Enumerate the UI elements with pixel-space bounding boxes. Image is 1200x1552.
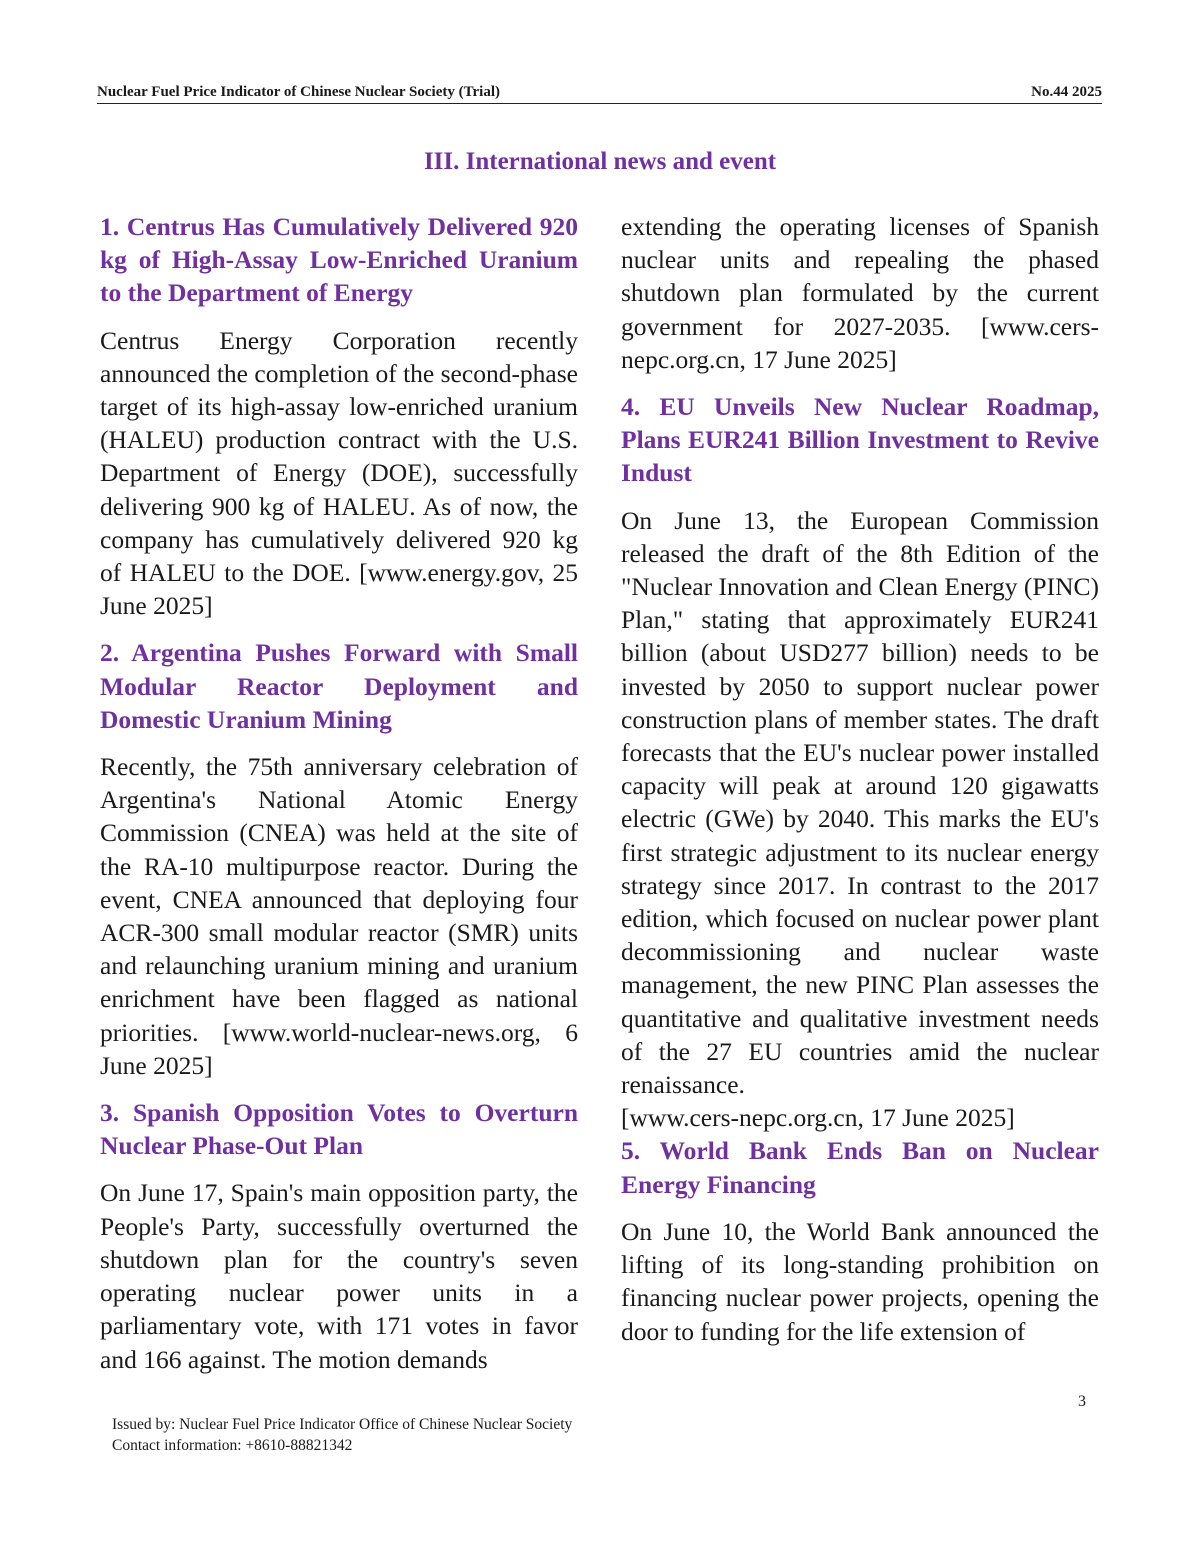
footer-issued-by: Issued by: Nuclear Fuel Price Indicator Office of Chinese Nuclear Society: [112, 1416, 573, 1433]
article-3-body: On June 17, Spain's main opposition party, the People's Party, successfully overturned the shutdown plan for the country's seven operating nuclear power units in a parliamentary vote, with 171 votes in favor and 166 against. The motion demands: [100, 1178, 578, 1374]
footer-contact: Contact information: +8610-88821342: [112, 1437, 353, 1454]
article-3-title: 3. Spanish Opposition Votes to Overturn Nuclear Phase-Out Plan: [100, 1098, 578, 1161]
article-3-body-continued: extending the operating licenses of Spanish nuclear units and repealing the phased shutdown plan formulated by the current government for 2027-2035. [www.cers-nepc.org.cn, 17 June 2025]: [621, 212, 1099, 374]
article-4-title: 4. EU Unveils New Nuclear Roadmap, Plans EUR241 Billion Investment to Revive Indust: [621, 392, 1099, 488]
header-title: Nuclear Fuel Price Indicator of Chinese Nuclear Society (Trial): [97, 84, 500, 100]
article-1-body: Centrus Energy Corporation recently announced the completion of the second-phase target of its high-assay low-enriched uranium (HALEU) production contract with the U.S. Department of Energy (DOE), successfully delivering 900 kg of HALEU. As of now, the company has cumulatively delivered 920 kg of HALEU to the DOE. [www.energy.gov, 25 June 2025]: [100, 325, 578, 621]
article-4-source: [www.cers-nepc.org.cn, 17 June 2025]: [621, 1103, 1015, 1133]
header-issue: No.44 2025: [1031, 84, 1102, 100]
article-5-body: On June 10, the World Bank announced the lifting of its long-standing prohibition on financing nuclear power projects, opening the door to funding for the life extension of: [621, 1216, 1099, 1346]
article-4-body: On June 13, the European Commission released the draft of the 8th Edition of the "Nuclear Innovation and Clean Energy (PINC) Plan," stating that approximately EUR241 billion (about USD277 billion) needs to be invested by 2050 to support nuclear power construction plans of member states. The draft forecasts that the EU's nuclear power installed capacity will peak at around 120 gigawatts electric (GWe) by 2040. This marks the EU's first strategic adjustment to its nuclear energy strategy since 2017. In contrast to the 2017 edition, which focused on nuclear power plant decommissioning and nuclear waste management, the new PINC Plan assesses the quantitative and qualitative investment needs of the 27 EU countries amid the nuclear renaissance.: [621, 505, 1100, 1100]
right-column: [621, 210, 1099, 1362]
page-number: 3: [1078, 1393, 1086, 1410]
section-title: III. International news and event: [423, 148, 777, 175]
article-2-title: 2. Argentina Pushes Forward with Small Modular Reactor Deployment and Domestic Uranium Mining: [100, 638, 578, 734]
page-footer: [112, 1414, 572, 1456]
left-column: [100, 210, 578, 1390]
page-header: [97, 84, 1102, 104]
article-2-body: Recently, the 75th anniversary celebration of Argentina's National Atomic Energy Commission (CNEA) was held at the site of the RA-10 multipurpose reactor. During the event, CNEA announced that deploying four ACR-300 small modular reactor (SMR) units and relaunching uranium mining and uranium enrichment have been flagged as national priorities. [www.world-nuclear-news.org, 6 June 2025]: [100, 752, 578, 1080]
article-5-title: 5. World Bank Ends Ban on Nuclear Energy Financing: [621, 1136, 1099, 1199]
article-1-title: 1. Centrus Has Cumulatively Delivered 920 kg of High-Assay Low-Enriched Uranium to the Department of Energy: [100, 212, 578, 308]
